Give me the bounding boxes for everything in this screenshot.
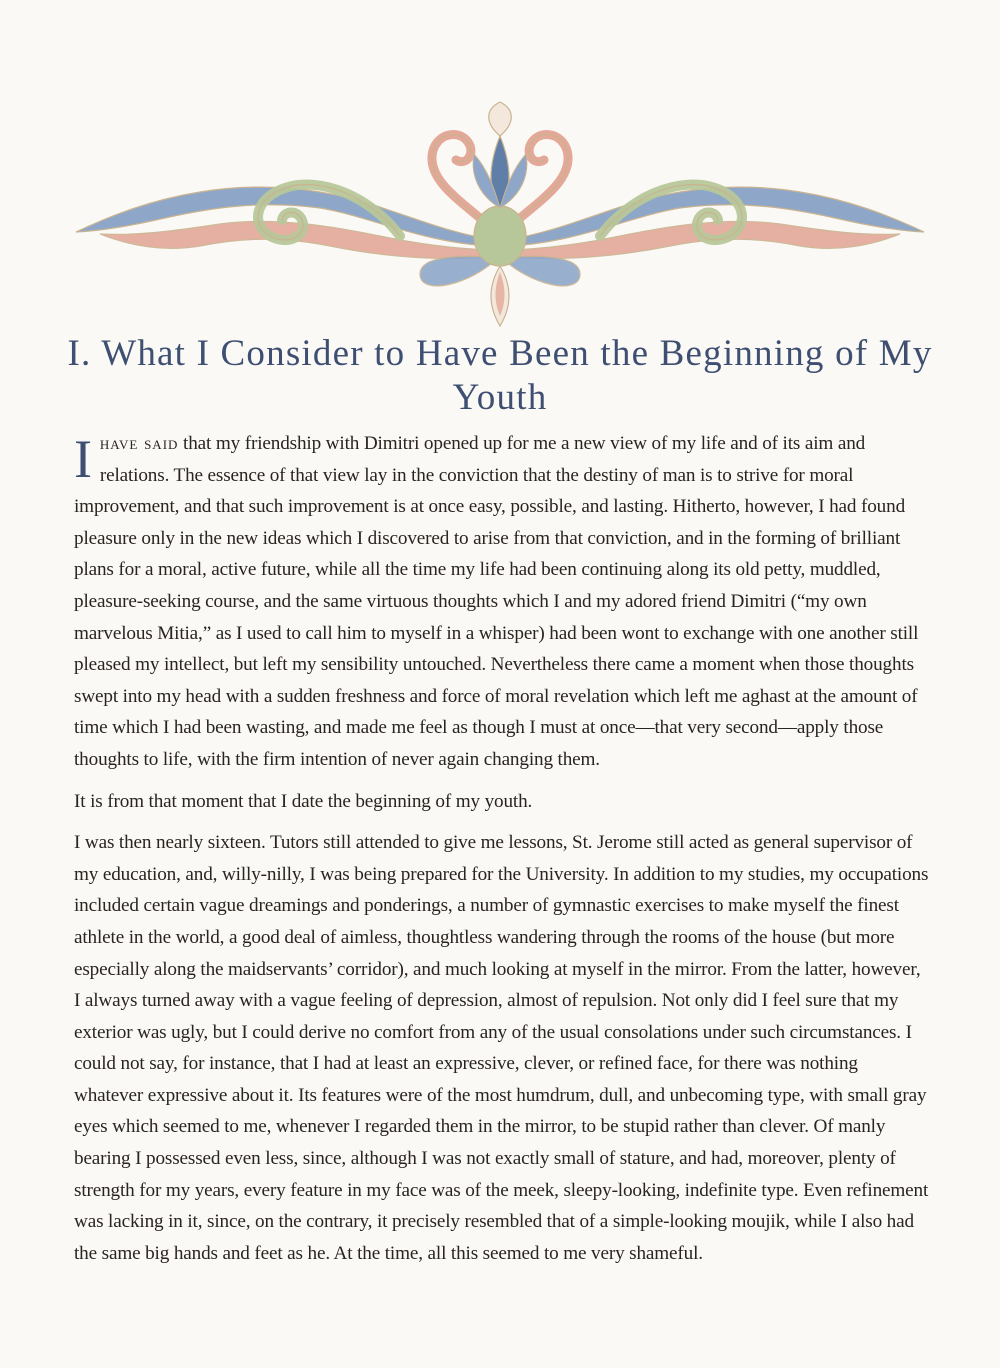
paragraph-2: It is from that moment that I date the beginning of my youth. <box>74 790 533 812</box>
floral-scroll-ornament-icon <box>70 96 930 336</box>
drop-cap: I <box>74 429 92 489</box>
opening-smallcaps: have said <box>99 433 179 454</box>
paragraph-3: I was then nearly sixteen. Tutors still attended to give me lessons, St. Jerome still acted as general supervisor of my education, and, willy-nilly, I was being prepared for the University. In addition to my studies, my occupations included certain vague dreamings and ponderings, a number of gymnastic exercises to make myself the finest athlete in the world, a good deal of aimless, thoughtless wandering through the rooms of the house (but more especially along the maidservants’ corridor), and much looking at myself in the mirror. From the latter, however, I always turned away with a vague feeling of depression, almost of repulsion. Not only did I feel sure that my exterior was ugly, but I could derive no comfort from any of the usual consolations under such circumstances. I could not say, for instance, that I had at least an expressive, clever, or refined face, for there was nothing whatever expressive about it. Its features were of the most humdrum, dull, and unbecoming type, with small gray eyes which seemed to me, whenever I regarded them in the mirror, to be stupid rather than clever. Of manly bearing I possessed even less, since, although I was not exactly small of stature, and had, moreover, plenty of strength for my years, every feature in my face was of the meek, sleepy-looking, indefinite type. Even refinement was lacking in it, since, on the contrary, it precisely resembled that of a simple-looking moujik, while I also had the same big hands and feet as he. At the time, all this seemed to me very shameful. <box>74 832 929 1264</box>
chapter-body <box>74 428 930 1279</box>
paragraph-1 <box>74 428 930 776</box>
paragraph-1-text: that my friendship with Dimitri opened up for me a new view of my life and of its aim and relations. The essence of that view lay in the conviction that the destiny of man is to strive for moral improvement, and that such improvement is at once easy, possible, and lasting. Hitherto, however, I had found pleasure only in the new ideas which I discovered to arise from that conviction, and in the forming of brilliant plans for a moral, active future, while all the time my life had been continuing along its old petty, muddled, pleasure-seeking course, and the same virtuous thoughts which I and my adored friend Dimitri (“my own marvelous Mitia,” as I used to call him to myself in a whisper) had been wont to exchange with one another still pleased my intellect, but left my sensibility untouched. Nevertheless there came a moment when those thoughts swept into my head with a sudden freshness and force of moral revelation which left me aghast at the amount of time which I had been wasting, and made me feel as though I must at once—that very second—apply those thoughts to life, with the firm intention of never again changing them. <box>74 433 919 770</box>
chapter-title: I. What I Consider to Have Been the Beginning of My Youth <box>67 333 933 418</box>
